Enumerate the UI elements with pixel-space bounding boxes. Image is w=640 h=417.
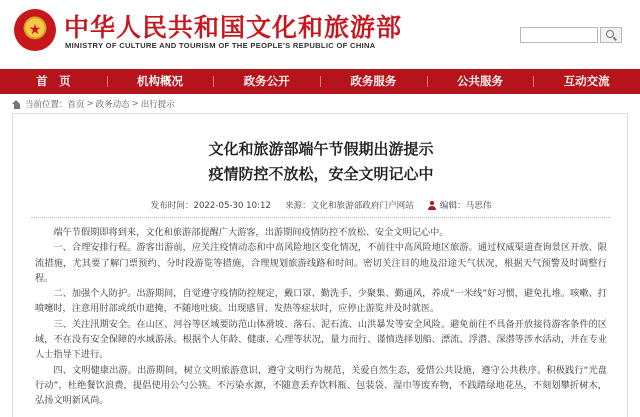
article-body <box>35 225 607 409</box>
nav-item-government-services[interactable]: 政务服务 <box>320 69 427 94</box>
search-input[interactable] <box>520 27 598 43</box>
article-paragraph: 三、关注汛期安全。在山区、河谷等区域要防范山体滑坡、落石、泥石流、山洪暴发等安全风险。避免前往不具备开放接待游客条件的区域，不在没有安全保障的水域游泳。根据个人年龄、健康、心理等状况，量力而行、谨慎选择划船、漂流、浮潜、深潜等涉水活动，并在专业人士指导下进行。 <box>35 318 607 361</box>
breadcrumb-separator: > <box>131 99 139 109</box>
national-emblem-icon[interactable]: ★ <box>14 9 56 51</box>
main-nav <box>0 69 640 94</box>
publish-time: 发布时间：2022-05-30 10:12 <box>150 201 271 211</box>
nav-item-home[interactable]: 首 页 <box>36 74 71 88</box>
search-button[interactable] <box>600 27 622 43</box>
search-icon <box>606 30 614 38</box>
article-title-line-2: 疫情防控不放松，安全文明记心中 <box>208 165 434 183</box>
home-icon <box>12 100 21 109</box>
article-title-line-1: 文化和旅游部端午节假期出游提示 <box>208 140 434 158</box>
article-paragraph: 一、合理安排行程。游客出游前，应关注疫情动态和中高风险地区变化情况，不前往中高风险地区旅游。通过权威渠道查询景区开放、限流措施，尤其要了解门票预约、分时段游览等措施，合理规划旅游线路和时间。密切关注目的地及沿途天气状况，根据天气预警及时调整行程。 <box>35 242 607 284</box>
meta-divider <box>31 217 611 218</box>
article-paragraph: 端午节假期即将到来，文化和旅游部提醒广大游客，出游期间疫情防控不放松、安全文明记心中。 <box>53 227 449 238</box>
article-paragraph: 二、加强个人防护。出游期间，自觉遵守疫情防控规定，戴口罩、勤洗手、少聚集、勤通风，养成“一米线”好习惯，避免扎堆。咳嗽、打喷嚏时，注意用肘部或纸巾遮掩，不随地吐痰。出现感冒、发热等症状时，应停止游览并及时就医。 <box>35 288 607 315</box>
site-subtitle: MINISTRY OF CULTURE AND TOURISM OF THE PEOPLE'S REPUBLIC OF CHINA <box>65 41 376 50</box>
article-paragraph: 四、文明健康出游。出游期间，树立文明旅游意识，遵守文明行为规范，关爱自然生态，爱惜公共设施，遵守公共秩序。积极践行“光盘行动”，杜绝餐饮浪费，提倡使用公勺公筷。不污染水源，不随意丢弃饮料瓶、包装袋、湿巾等废弃物，不践踏绿地花丛，不刻划攀折树木，弘扬文明新风尚。 <box>35 364 607 407</box>
nav-item-public-services[interactable]: 公共服务 <box>427 69 534 94</box>
article-panel <box>12 113 628 417</box>
nav-item-interaction[interactable]: 互动交流 <box>533 69 640 94</box>
article-meta <box>13 197 629 213</box>
breadcrumb-link-home[interactable]: 首页 <box>67 100 85 110</box>
site-header <box>0 0 640 66</box>
breadcrumb <box>12 97 175 111</box>
breadcrumb-prefix: 当前位置： <box>25 100 68 110</box>
nav-item-government-affairs[interactable]: 政务公开 <box>213 69 320 94</box>
breadcrumb-link-travel-tips[interactable]: 出行提示 <box>140 100 175 110</box>
breadcrumb-separator: > <box>86 99 94 109</box>
article-editor: 编辑：马思伟 <box>439 201 492 211</box>
article-source: 来源：文化和旅游部政府门户网站 <box>284 201 414 211</box>
editor-icon <box>428 201 437 211</box>
breadcrumb-link-news[interactable]: 政务动态 <box>95 100 130 110</box>
site-title[interactable]: 中华人民共和国文化和旅游部 <box>64 13 403 42</box>
nav-item-organization[interactable]: 机构概况 <box>107 69 214 94</box>
